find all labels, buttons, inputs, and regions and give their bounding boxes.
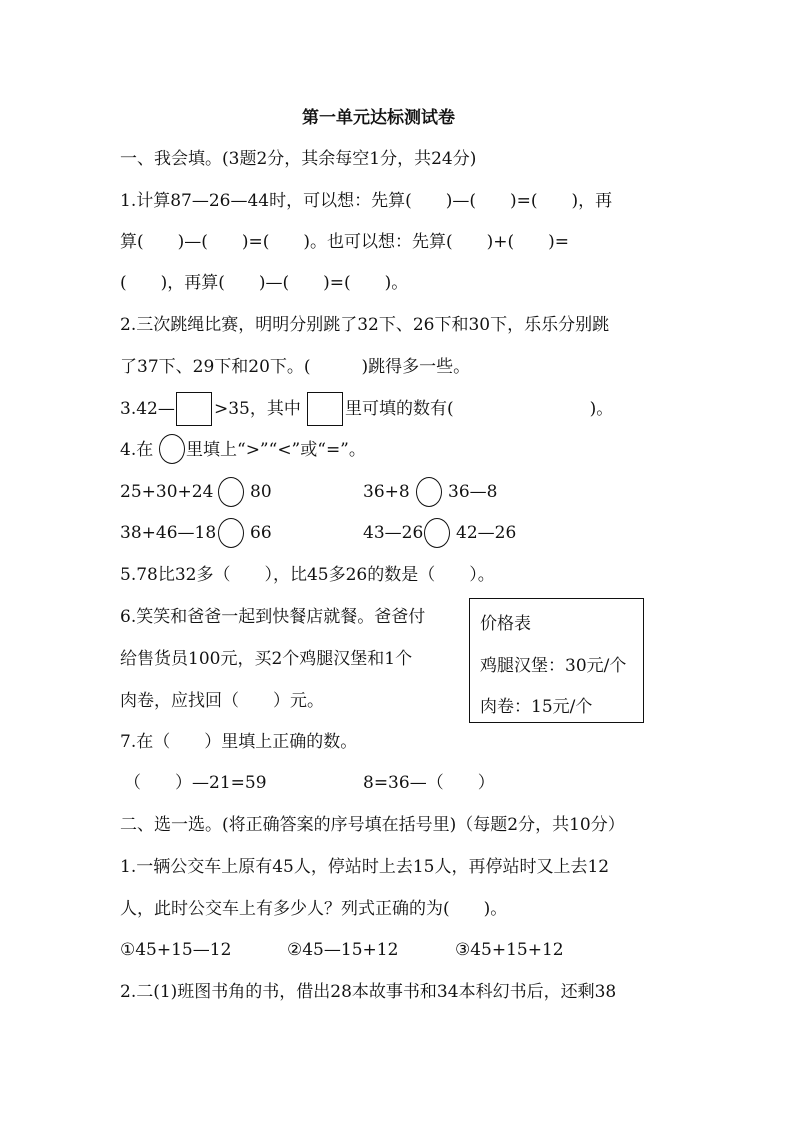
- q6-line3: 肉卷，应找回（ ）元。: [120, 691, 324, 711]
- q4-pair2-circle: [416, 477, 442, 507]
- s2-q1-line2: 人，此时公交车上有多少人？列式正确的为( )。: [120, 899, 508, 919]
- q4-pair1-circle: [218, 477, 244, 507]
- q6-line2: 给售货员100元，买2个鸡腿汉堡和1个: [120, 649, 413, 669]
- price-table-title: 价格表: [480, 614, 531, 634]
- q6-line1: 6.笑笑和爸爸一起到快餐店就餐。爸爸付: [120, 607, 426, 627]
- q4-pair1-left: 25+30+24: [120, 482, 214, 502]
- s2-q2-line1: 2.二(1)班图书角的书，借出28本故事书和34本科幻书后，还剩38: [120, 982, 617, 1002]
- q3-suffix: 里可填的数有( )。: [345, 399, 614, 419]
- q3-box-1: [176, 392, 212, 426]
- q4-suffix: 里填上“>”“<”或“=”。: [186, 440, 366, 460]
- q4-pair2-right: 36—8: [448, 482, 498, 502]
- q4-pair4-right: 42—26: [456, 523, 517, 543]
- q1-line1: 1.计算87—26—44时，可以想：先算( )—( )=( )，再: [120, 191, 613, 211]
- q7-right-equation: 8=36—（ ）: [363, 773, 495, 793]
- section2-heading: 二、选一选。(将正确答案的序号填在括号里)（每题2分，共10分）: [120, 815, 625, 835]
- q3-middle: >35，其中: [214, 399, 301, 419]
- q3-box-2: [307, 392, 343, 426]
- price-item-roll: 肉卷：15元/个: [480, 697, 593, 717]
- q1-line3: ( )，再算( )—( )=( )。: [120, 273, 409, 293]
- price-table-box: [469, 598, 644, 723]
- s2-q1-option-3: ③45+15+12: [455, 940, 564, 960]
- q4-pair3-right: 66: [250, 523, 272, 543]
- q4-pair2-left: 36+8: [363, 482, 410, 502]
- s2-q1-option-1: ①45+15—12: [120, 940, 232, 960]
- s2-q1-line1: 1.一辆公交车上原有45人，停站时上去15人，再停站时又上去12: [120, 857, 610, 877]
- q4-pair4-circle: [424, 518, 450, 548]
- s2-q1-option-2: ②45—15+12: [287, 940, 399, 960]
- q4-pair1-right: 80: [250, 482, 272, 502]
- q3-prefix: 3.42—: [120, 399, 175, 419]
- q7-left-equation: （ ）—21=59: [124, 773, 267, 793]
- price-item-burger: 鸡腿汉堡：30元/个: [480, 656, 627, 676]
- q5-text: 5.78比32多（ ），比45多26的数是（ ）。: [120, 565, 495, 585]
- section1-heading: 一、我会填。(3题2分，其余每空1分，共24分): [120, 149, 477, 169]
- q4-circle-example: [159, 434, 185, 464]
- q2-line1: 2.三次跳绳比赛，明明分别跳了32下、26下和30下，乐乐分别跳: [120, 315, 610, 335]
- q4-pair4-left: 43—26: [363, 523, 424, 543]
- q4-pair3-left: 38+46—18: [120, 523, 217, 543]
- page-title: 第一单元达标测试卷: [302, 108, 455, 128]
- q1-line2: 算( )—( )=( )。也可以想：先算( )+( )=: [120, 232, 570, 252]
- q7-line1: 7.在（ ）里填上正确的数。: [120, 732, 358, 752]
- q2-line2: 了37下、29下和20下。( )跳得多一些。: [120, 357, 471, 377]
- q4-pair3-circle: [218, 518, 244, 548]
- q4-prefix: 4.在: [120, 440, 154, 460]
